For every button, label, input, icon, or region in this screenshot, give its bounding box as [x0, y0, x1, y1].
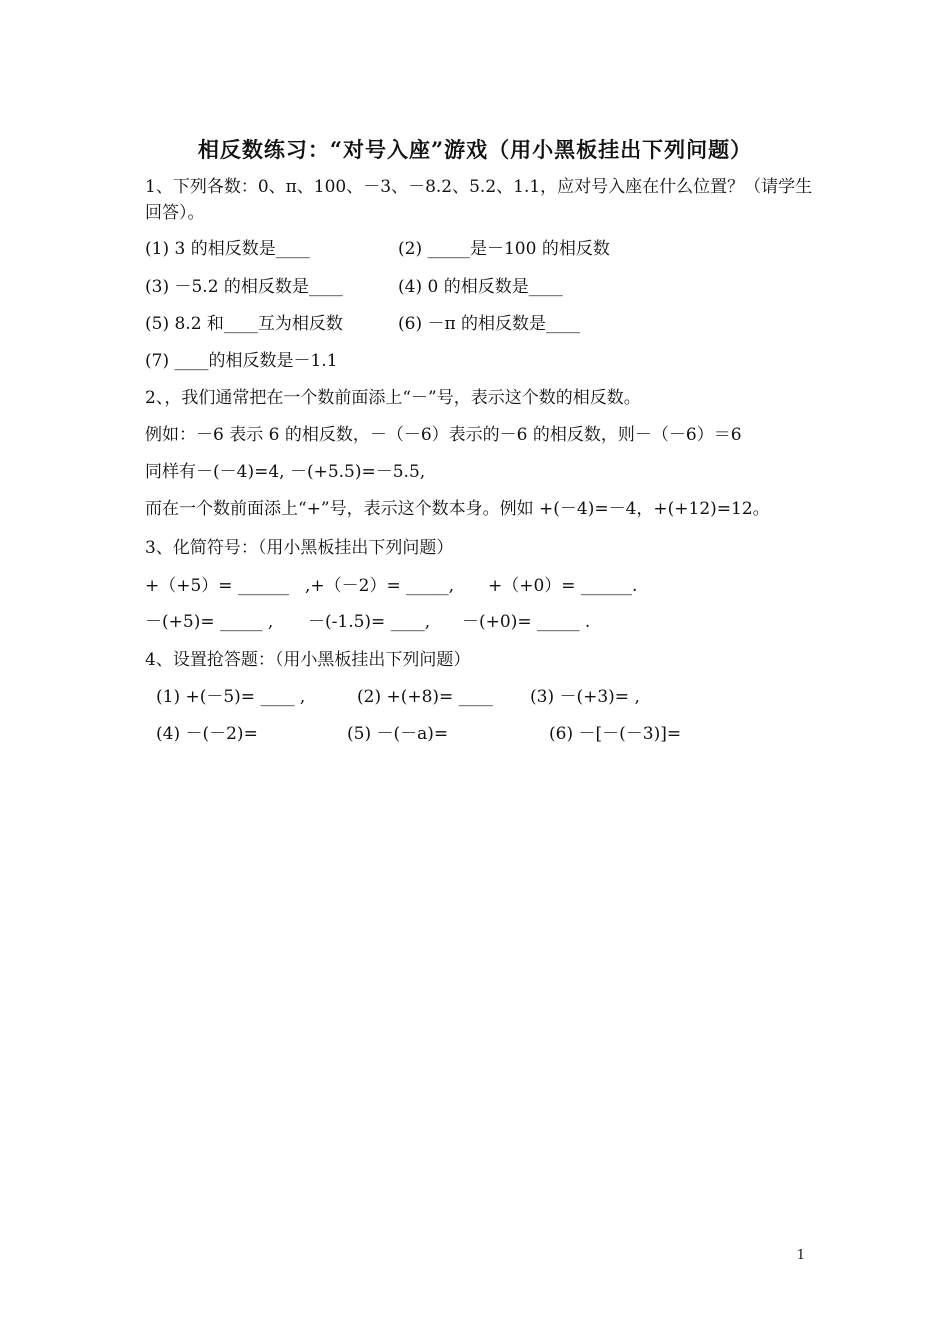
q1-item-1: (1) 3 的相反数是____: [145, 239, 310, 259]
q3-row2-item3: －(+0)= _____ .: [462, 612, 591, 632]
page-number: 1: [796, 1248, 805, 1263]
q1-intro-line2: 回答）。: [145, 203, 205, 223]
q1-item-3: (3) －5.2 的相反数是____: [145, 277, 343, 297]
q3-heading: 3、化简符号：（用小黑板挂出下列问题）: [145, 538, 454, 558]
q3-row2-item1: －(+5)= _____ ,: [145, 612, 274, 632]
q2-line1: 2、，我们通常把在一个数前面添上“－”号，表示这个数的相反数。: [145, 388, 641, 408]
q1-item-6: (6) －π 的相反数是____: [398, 314, 581, 334]
q4-row1-item2: (2) +(+8)= ____: [357, 687, 493, 707]
q3-row1-item1: +（+5）= ______: [145, 576, 289, 596]
q4-row1-item1: (1) +(－5)= ____ ,: [156, 687, 306, 707]
q2-line3: 同样有－(－4)=4, －(+5.5)=－5.5,: [145, 462, 426, 482]
q4-row2-item2: (5) －(－a)=: [347, 724, 449, 744]
q1-item-4: (4) 0 的相反数是____: [398, 277, 563, 297]
q4-row2-item1: (4) －(－2)=: [156, 724, 258, 744]
q3-row1-item3: +（+0）= ______.: [488, 576, 638, 596]
q1-item-5: (5) 8.2 和____互为相反数: [145, 314, 343, 334]
q2-line2: 例如：－6 表示 6 的相反数，－（－6）表示的－6 的相反数，则－（－6）＝6: [145, 425, 742, 445]
q1-item-2: (2) _____是－100 的相反数: [398, 239, 610, 259]
q2-line4: 而在一个数前面添上“+”号，表示这个数本身。例如 +(－4)=－4，+(+12)=12。: [145, 499, 770, 519]
q4-heading: 4、设置抢答题：（用小黑板挂出下列问题）: [145, 650, 471, 670]
page-title: 相反数练习：“对号入座”游戏（用小黑板挂出下列问题）: [197, 137, 753, 162]
q1-item-7: (7) ____的相反数是－1.1: [145, 351, 338, 371]
q4-row1-item3: (3) －(+3)= ,: [530, 687, 640, 707]
q3-row2-item2: －(-1.5)= ____,: [308, 612, 431, 632]
q1-intro-line1: 1、下列各数：0、π、100、－3、－8.2、5.2、1.1，应对号入座在什么位置？（请学生: [145, 177, 813, 197]
q3-row1-item2: ,+（－2）= _____,: [305, 576, 455, 596]
q4-row2-item3: (6) －[－(－3)]=: [549, 724, 682, 744]
